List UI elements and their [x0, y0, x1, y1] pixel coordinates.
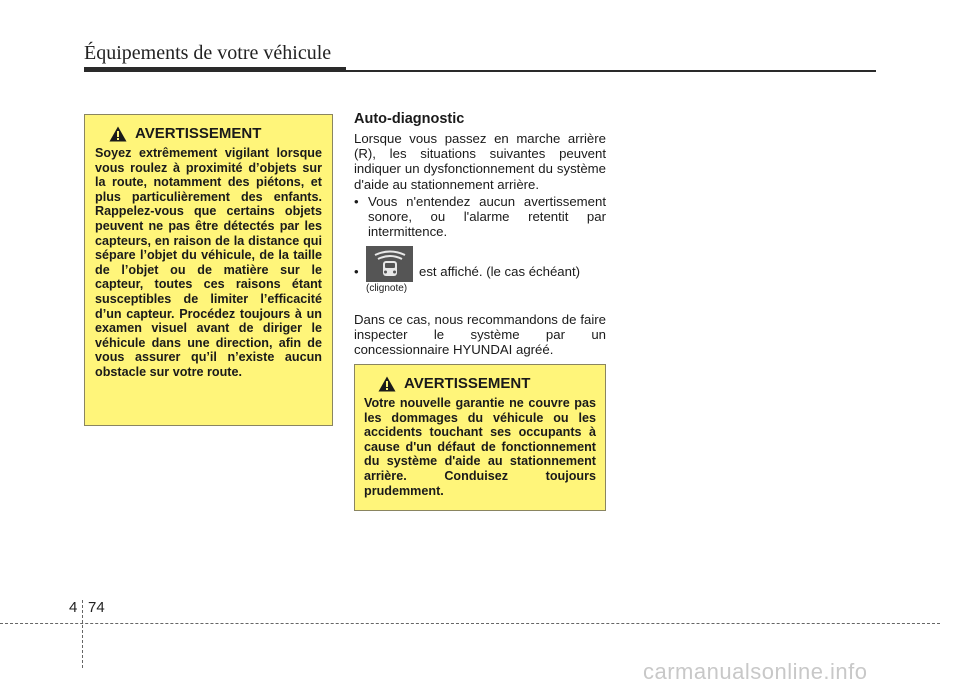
section-title: Auto-diagnostic: [354, 111, 465, 127]
header-rule-thin: [346, 70, 876, 72]
footer-divider: [82, 600, 83, 668]
bullet-dot: •: [354, 194, 359, 209]
warning-box-left: [84, 114, 333, 426]
parking-sensor-indicator: [366, 246, 413, 282]
parking-sensor-icon: [372, 249, 408, 279]
warning-heading: AVERTISSEMENT: [404, 375, 531, 392]
footer-rule: [0, 623, 940, 624]
list-item: [354, 246, 606, 298]
warning-box-right: [354, 364, 606, 511]
warning-text: Votre nouvelle garantie ne couvre pas les dommages du véhicule ou les accidents touchant ses occupants à cause d'un défaut de fonctionnement du système d'aide au stationnement arrière. Conduisez toujours prudemment.: [364, 396, 596, 498]
page-number: 74: [88, 599, 105, 616]
warning-triangle-icon: [378, 376, 396, 392]
closing-paragraph: Dans ce cas, nous recommandons de faire inspecter le système par un concessionnaire HYUNDAI agréé.: [354, 312, 606, 358]
watermark: carmanualsonline.info: [643, 659, 868, 684]
chapter-number: 4: [69, 599, 78, 616]
warning-triangle-icon: [109, 126, 127, 142]
intro-paragraph: Lorsque vous passez en marche arrière (R), les situations suivantes peuvent indiquer un dysfonctionnement du système d'aide au stationnement arrière.: [354, 131, 606, 192]
warning-heading: AVERTISSEMENT: [135, 125, 262, 142]
page-title: Équipements de votre véhicule: [84, 42, 332, 64]
indicator-caption: (clignote): [366, 283, 408, 294]
warning-text: Soyez extrêmement vigilant lorsque vous roulez à proximité d’objets sur la route, notamment des piétons, et plus particulièrement des enfants. Rappelez-vous que certains objets peuvent ne pas être détectés par les capteurs, en raison de la distance qui sépare l’objet du véhicule, de la taille de l’objet ou de matière sur le capteur, toutes ces raisons étant susceptibles de limiter l’efficacité d’un capteur. Procédez toujours à un examen visuel avant de diriger le véhicule dans une direction, afin de vous assurer qu’il n’existe aucun obstacle sur votre route.: [95, 146, 322, 379]
bullet-text: est affiché. (le cas échéant): [419, 264, 581, 279]
header-rule: [84, 67, 346, 72]
bullet-text: Vous n'entendez aucun avertissement sonore, ou l'alarme retentit par intermittence.: [368, 194, 606, 240]
warning-heading-row: [364, 375, 596, 392]
list-item: [354, 194, 606, 240]
warning-heading-row: [95, 125, 322, 142]
bullet-dot: •: [354, 264, 359, 279]
